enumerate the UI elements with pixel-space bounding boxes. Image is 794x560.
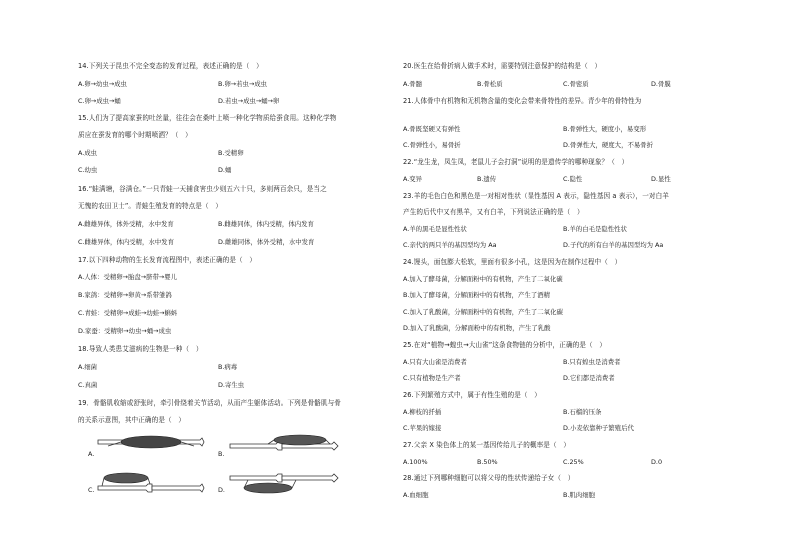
q23-option-c[interactable]: C.亲代的两只羊的基因型均为 Aa (403, 241, 497, 249)
q21-stem: 21.人体骨中有机物和无机物含量的变化会带来骨特性的差异。青少年的骨特性为 (403, 97, 642, 105)
q27-stem: 27.父亲 X 染色体上的某一基因传给儿子的概率是（ ） (403, 441, 571, 449)
q20-option-d[interactable]: D.骨膜 (651, 80, 671, 88)
q24-stem: 24.馒头，面包膨大松软，里面有很多小孔，这是因为在制作过程中（ ） (403, 258, 622, 266)
q20-stem: 20.医生在给骨折病人做手术时，需要特别注意保护的结构是（ ） (403, 62, 602, 70)
q14-stem: 14.下列关于昆虫不完全变态的发育过程，表述正确的是（ ） (78, 62, 263, 70)
q19-diagram-c-image[interactable] (96, 466, 206, 500)
q21-option-c[interactable]: C.骨弹性小，易骨折 (403, 141, 461, 149)
q25-option-a[interactable]: A.只有大山雀是消费者 (403, 358, 467, 366)
q26-option-c[interactable]: C.苹果的嫁接 (403, 424, 442, 432)
q18-option-b[interactable]: B.病毒 (218, 363, 238, 371)
q21-option-a[interactable]: A.骨既坚硬又有弹性 (403, 125, 461, 133)
q25-stem: 25.在对“植物→蝗虫→大山雀”这条食物链的分析中，正确的是（ ） (403, 341, 607, 349)
q14-option-a[interactable]: A.卵→幼虫→成虫 (78, 80, 127, 88)
q14-option-b[interactable]: B.卵→若虫→成虫 (218, 80, 268, 88)
q22-option-c[interactable]: C.隐性 (563, 175, 583, 183)
q22-option-d[interactable]: D.显性 (651, 175, 671, 183)
q15-option-c[interactable]: C.幼虫 (78, 166, 98, 174)
q23-stem-line1: 23.羊的毛色白色和黑色是一对相对性状（显性基因 A 表示，隐性基因 a 表示），一对白羊 (403, 192, 669, 200)
q18-stem: 18.导致人类患艾滋病的生物是一种（ ） (78, 345, 203, 353)
q27-option-c[interactable]: C.25% (563, 458, 584, 466)
q19-label-c[interactable]: C. (88, 486, 95, 494)
q23-option-b[interactable]: B.羊的白毛是隐性性状 (563, 225, 627, 233)
q28-stem: 28.通过下列哪种细胞可以将父母的性状传递给子女（ ） (403, 474, 575, 482)
q17-stem: 17.以下四种动物的生长发育流程图中，表述正确的是（ ） (78, 256, 257, 264)
q15-option-a[interactable]: A.成虫 (78, 149, 98, 157)
q17-option-d[interactable]: D.家蚕：受精卵→幼虫→蛹→成虫 (78, 327, 172, 335)
left-column (0, 0, 360, 560)
q23-option-a[interactable]: A.羊的黑毛是显性性状 (403, 225, 467, 233)
q19-label-a[interactable]: A. (88, 450, 95, 458)
q28-option-a[interactable]: A.血细胞 (403, 491, 429, 499)
q16-option-a[interactable]: A.雌雄异体，体外受精，水中发育 (78, 220, 174, 228)
q26-stem: 26.下列繁殖方式中，属于有性生殖的是（ ） (403, 391, 541, 399)
q21-option-b[interactable]: B.骨弹性大，硬度小，易变形 (563, 125, 647, 133)
q15-option-b[interactable]: B.受精卵 (218, 149, 244, 157)
q19-stem-line1: 19．骨骼肌收缩或舒张时，牵引骨绕着关节活动，从而产生躯体活动。下列是骨骼肌与骨 (78, 399, 341, 407)
q17-option-c[interactable]: C.青蛙：受精卵→成蛙→幼蛙→蝌蚪 (78, 309, 178, 317)
q27-option-d[interactable]: D.0 (651, 458, 663, 466)
q14-option-d[interactable]: D.若虫→成虫→蛹→卵 (218, 97, 280, 105)
q22-option-a[interactable]: A.变异 (403, 175, 423, 183)
q16-stem-line2: 无愧的农田卫士”。青蛙生殖发育的特点是（ ） (78, 202, 223, 210)
q27-option-a[interactable]: A.100% (403, 458, 428, 466)
q25-option-d[interactable]: D.它们都是消费者 (563, 374, 615, 382)
q25-option-c[interactable]: C.只有植物是生产者 (403, 374, 461, 382)
q23-option-d[interactable]: D.子代的所有白羊的基因型均为 Aa (563, 241, 664, 249)
q16-stem-line1: 16.“蛙满塘，谷满仓。”一只青蛙一天捕食害虫少则五六十只，多则两百余只，是当之 (78, 185, 327, 193)
q16-option-d[interactable]: D.雌雄同体，体外受精，水中发育 (218, 238, 315, 246)
q21-option-d[interactable]: D.骨弹性大，硬度大，不易骨折 (563, 141, 654, 149)
q19-stem-line2: 的关系示意图，其中正确的是（ ） (78, 416, 186, 424)
q24-option-a[interactable]: A.加入了酵母菌，分解面粉中的有机物，产生了二氧化碳 (403, 275, 563, 283)
q20-option-c[interactable]: C.骨密质 (563, 80, 589, 88)
q18-option-a[interactable]: A.细菌 (78, 363, 98, 371)
q24-option-d[interactable]: D.加入了乳酸菌，分解面粉中的有机物，产生了乳酸 (403, 324, 551, 332)
right-column (397, 0, 757, 560)
q14-option-c[interactable]: C.卵→成虫→蛹 (78, 97, 121, 105)
q27-option-b[interactable]: B.50% (477, 458, 498, 466)
q23-stem-line2: 产生的后代中又有黑羊，又有白羊，下列说法正确的是（ ） (403, 208, 584, 216)
q15-stem-line1: 15.人们为了提高家蚕的吐丝量，往往会在桑叶上喷一种化学物质给蚕食用。这种化学物 (78, 114, 337, 122)
q17-option-a[interactable]: A.人体：受精卵→胎盘→脐带→婴儿 (78, 273, 178, 281)
q19-diagram-d-image[interactable] (228, 466, 340, 500)
q19-label-d[interactable]: D. (218, 486, 225, 494)
q16-option-c[interactable]: C.雌雄异体，体内受精，水中发育 (78, 238, 174, 246)
q26-option-b[interactable]: B.石榴的压条 (563, 408, 602, 416)
q19-diagram-b-image[interactable] (228, 432, 340, 462)
q17-option-b[interactable]: B.家鸽：受精卵→卵黄→系带雏鸽 (78, 291, 172, 299)
q22-option-b[interactable]: B.遗传 (477, 175, 497, 183)
q24-option-c[interactable]: C.加入了乳酸菌，分解面粉中的有机物，产生了二氧化碳 (403, 308, 563, 316)
q26-option-d[interactable]: D.小麦依靠种子繁殖后代 (563, 424, 634, 432)
q22-stem: 22.“龙生龙，凤生凤，老鼠儿子会打洞”说明的是遗传学的哪种现象？（ ） (403, 158, 629, 166)
q25-option-b[interactable]: B.只有蝗虫是消费者 (563, 358, 621, 366)
q18-option-c[interactable]: C.真菌 (78, 381, 98, 389)
q19-label-b[interactable]: B. (218, 450, 225, 458)
q18-option-d[interactable]: D.寄生虫 (218, 381, 245, 389)
q16-option-b[interactable]: B.雌雄同体，体内受精，体内发育 (218, 220, 314, 228)
q24-option-b[interactable]: B.加入了酵母菌，分解面粉中的有机物，产生了酒精 (403, 291, 551, 299)
q26-option-a[interactable]: A.柳枝的扦插 (403, 408, 442, 416)
q20-option-b[interactable]: B.骨松质 (477, 80, 503, 88)
q15-stem-line2: 质应在蚕发育的哪个时期喷洒？（ ） (78, 131, 192, 139)
q19-diagram-a-image[interactable] (96, 432, 206, 462)
q28-option-b[interactable]: B.肌肉细胞 (563, 491, 595, 499)
q20-option-a[interactable]: A.骨髓 (403, 80, 423, 88)
q15-option-d[interactable]: D.蛹 (218, 166, 232, 174)
